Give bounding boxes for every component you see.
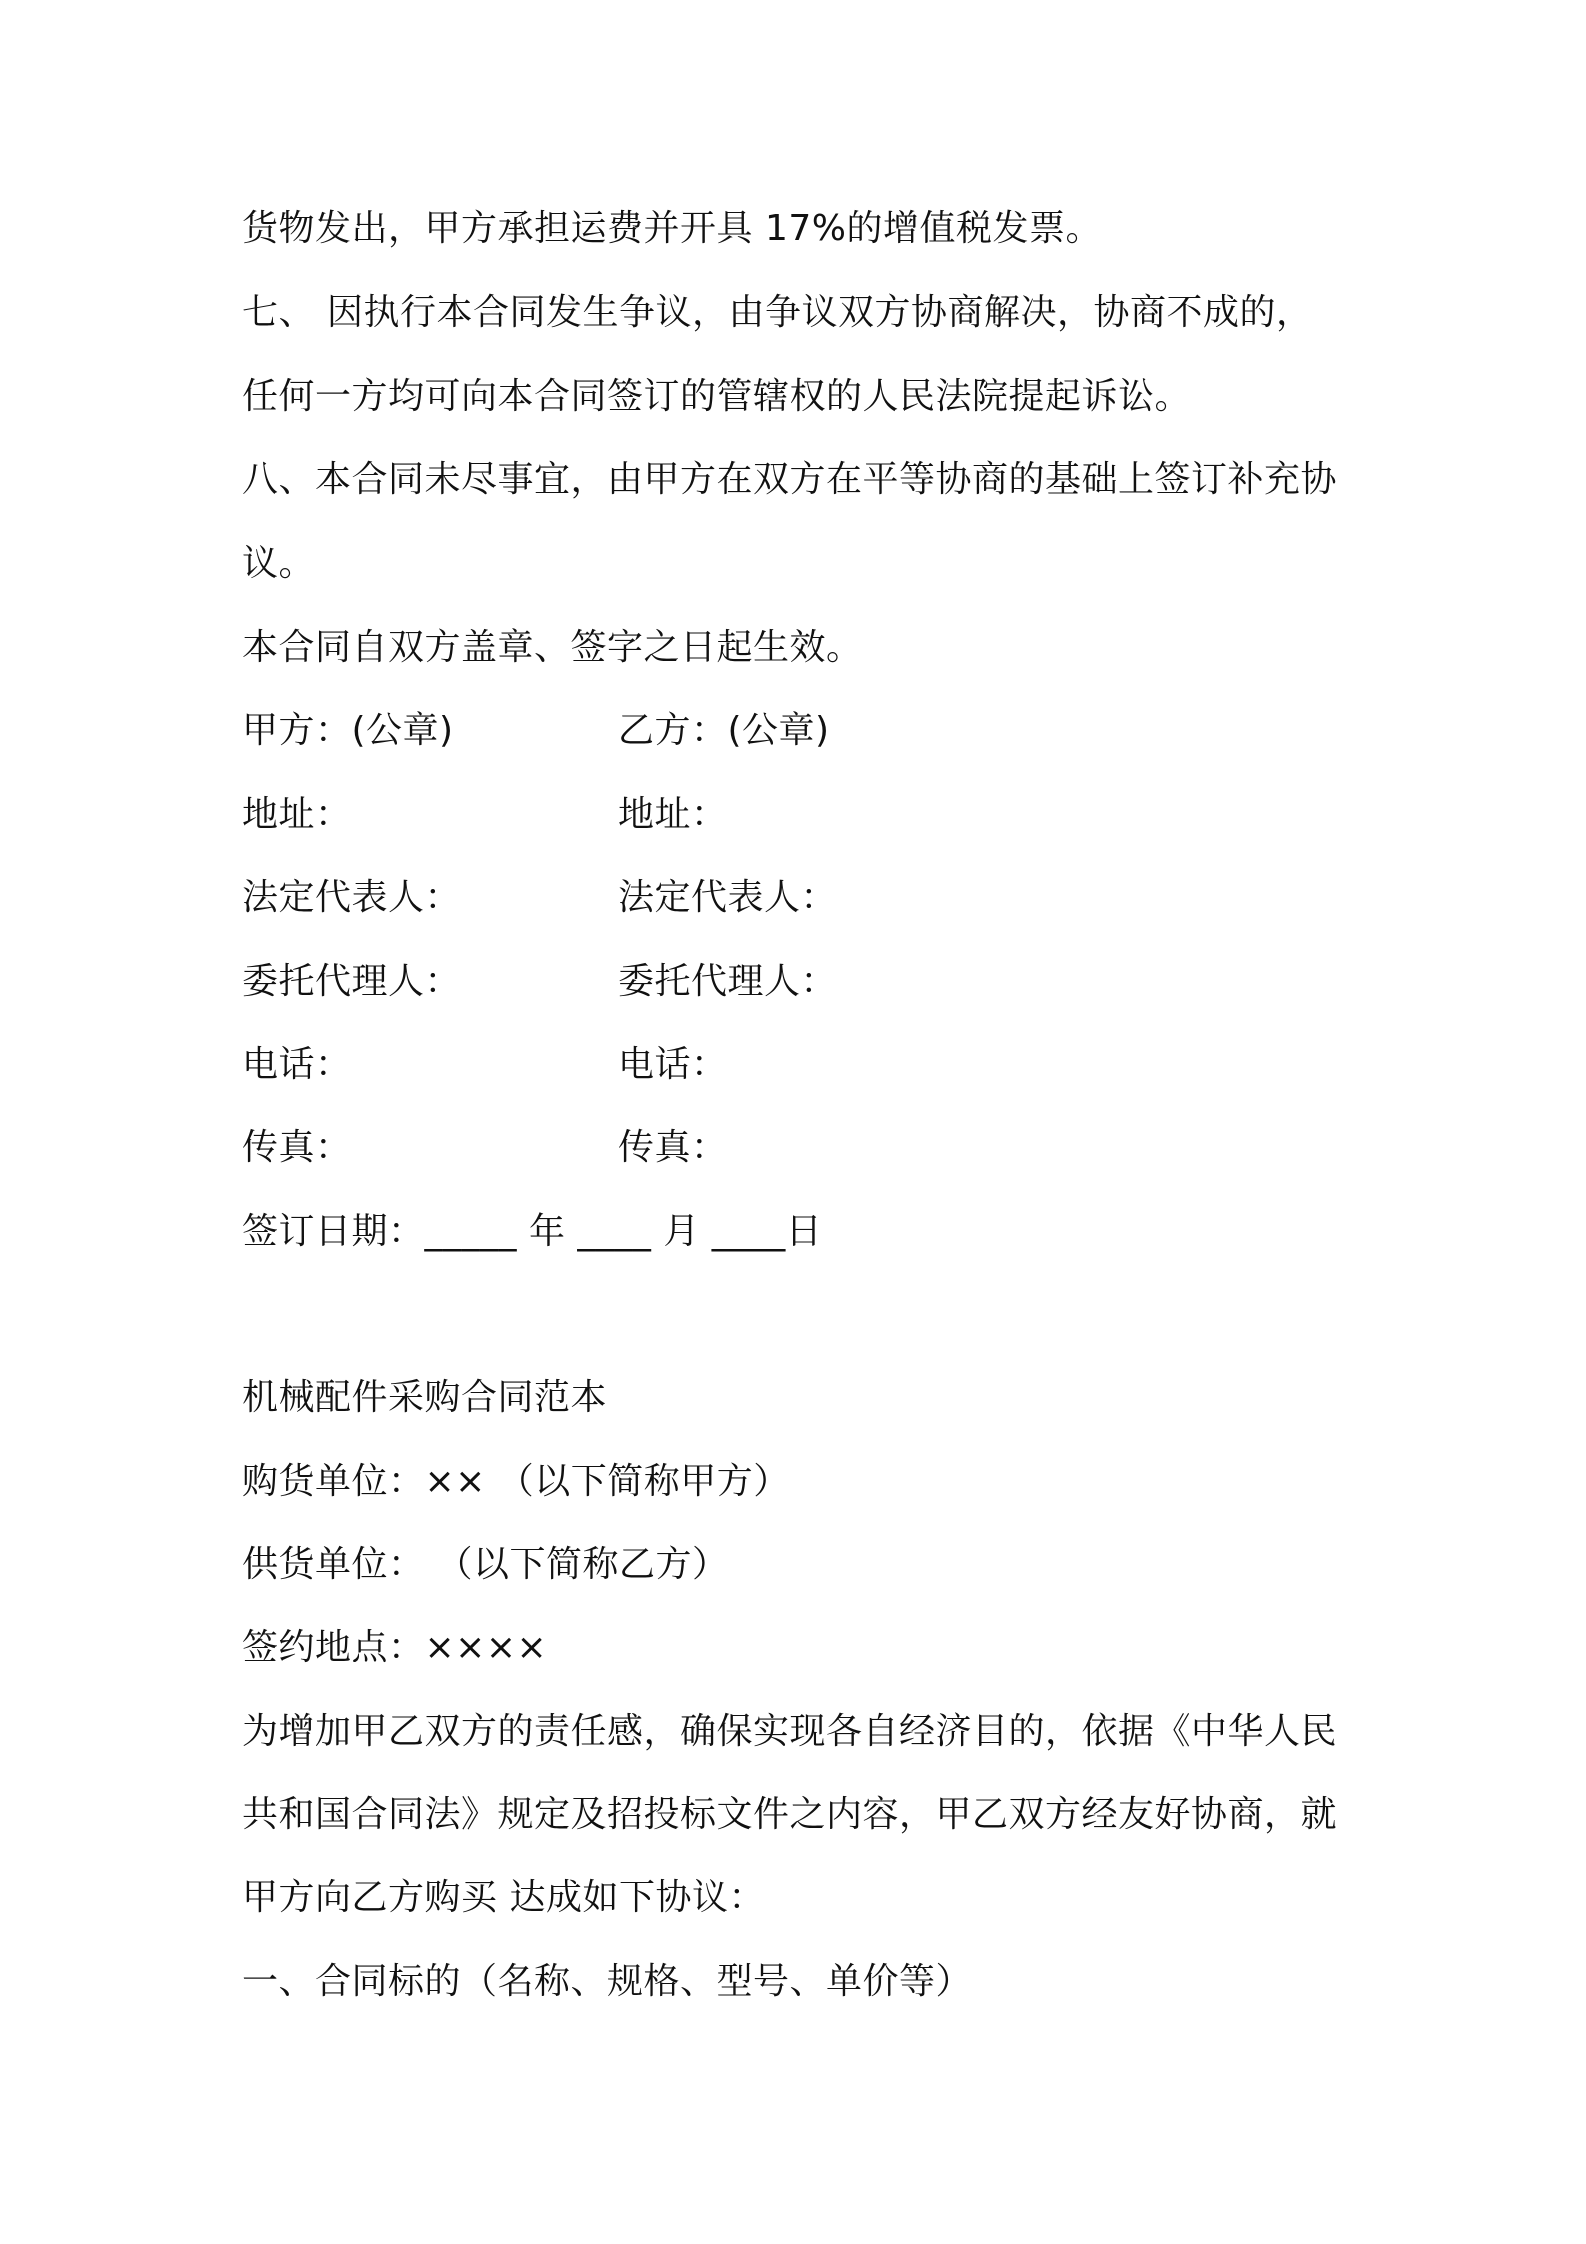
signing-place: 签约地点：×××× [242, 1627, 548, 1668]
section-one-heading: 一、合同标的（名称、规格、型号、单价等） [242, 1961, 973, 2002]
party-b-seal: 乙方：(公章) [618, 710, 830, 751]
party-a-legal-rep: 法定代表人： [242, 877, 462, 918]
supplier-unit: 供货单位： （以下简称乙方） [242, 1544, 729, 1585]
clause-seven-line-2: 任何一方均可向本合同签订的管辖权的人民法院提起诉讼。 [242, 376, 1192, 417]
clause-eight-line-2: 议。 [242, 543, 316, 584]
clause-seven-line-1: 七、 因执行本合同发生争议，由争议双方协商解决，协商不成的， [242, 292, 1313, 333]
preamble-line-2: 共和国合同法》规定及招投标文件之内容，甲乙双方经友好协商，就 [242, 1794, 1338, 1835]
party-b-fax: 传真： [618, 1127, 728, 1168]
effective-clause: 本合同自双方盖章、签字之日起生效。 [242, 627, 863, 668]
preamble-line-3: 甲方向乙方购买 达成如下协议： [242, 1877, 765, 1918]
buyer-unit: 购货单位：×× （以下简称甲方） [242, 1461, 790, 1502]
clause-eight-line-1: 八、本合同未尽事宜，由甲方在双方在平等协商的基础上签订补充协 [242, 459, 1338, 500]
party-a-phone: 电话： [242, 1044, 352, 1085]
party-a-agent: 委托代理人： [242, 961, 462, 1002]
party-b-phone: 电话： [618, 1044, 728, 1085]
party-a-fax: 传真： [242, 1127, 352, 1168]
preamble-line-1: 为增加甲乙双方的责任感，确保实现各自经济目的，依据《中华人民 [242, 1711, 1338, 1752]
party-a-seal: 甲方：(公章) [242, 710, 454, 751]
party-b-address: 地址： [618, 794, 728, 835]
party-a-address: 地址： [242, 794, 352, 835]
paragraph-line: 货物发出，甲方承担运费并开具 17%的增值税发票。 [242, 208, 1102, 249]
signing-date: 签订日期：_____ 年 ____ 月 ____日 [242, 1211, 823, 1252]
party-b-agent: 委托代理人： [618, 961, 838, 1002]
contract-title: 机械配件采购合同范本 [242, 1377, 608, 1418]
party-b-legal-rep: 法定代表人： [618, 877, 838, 918]
